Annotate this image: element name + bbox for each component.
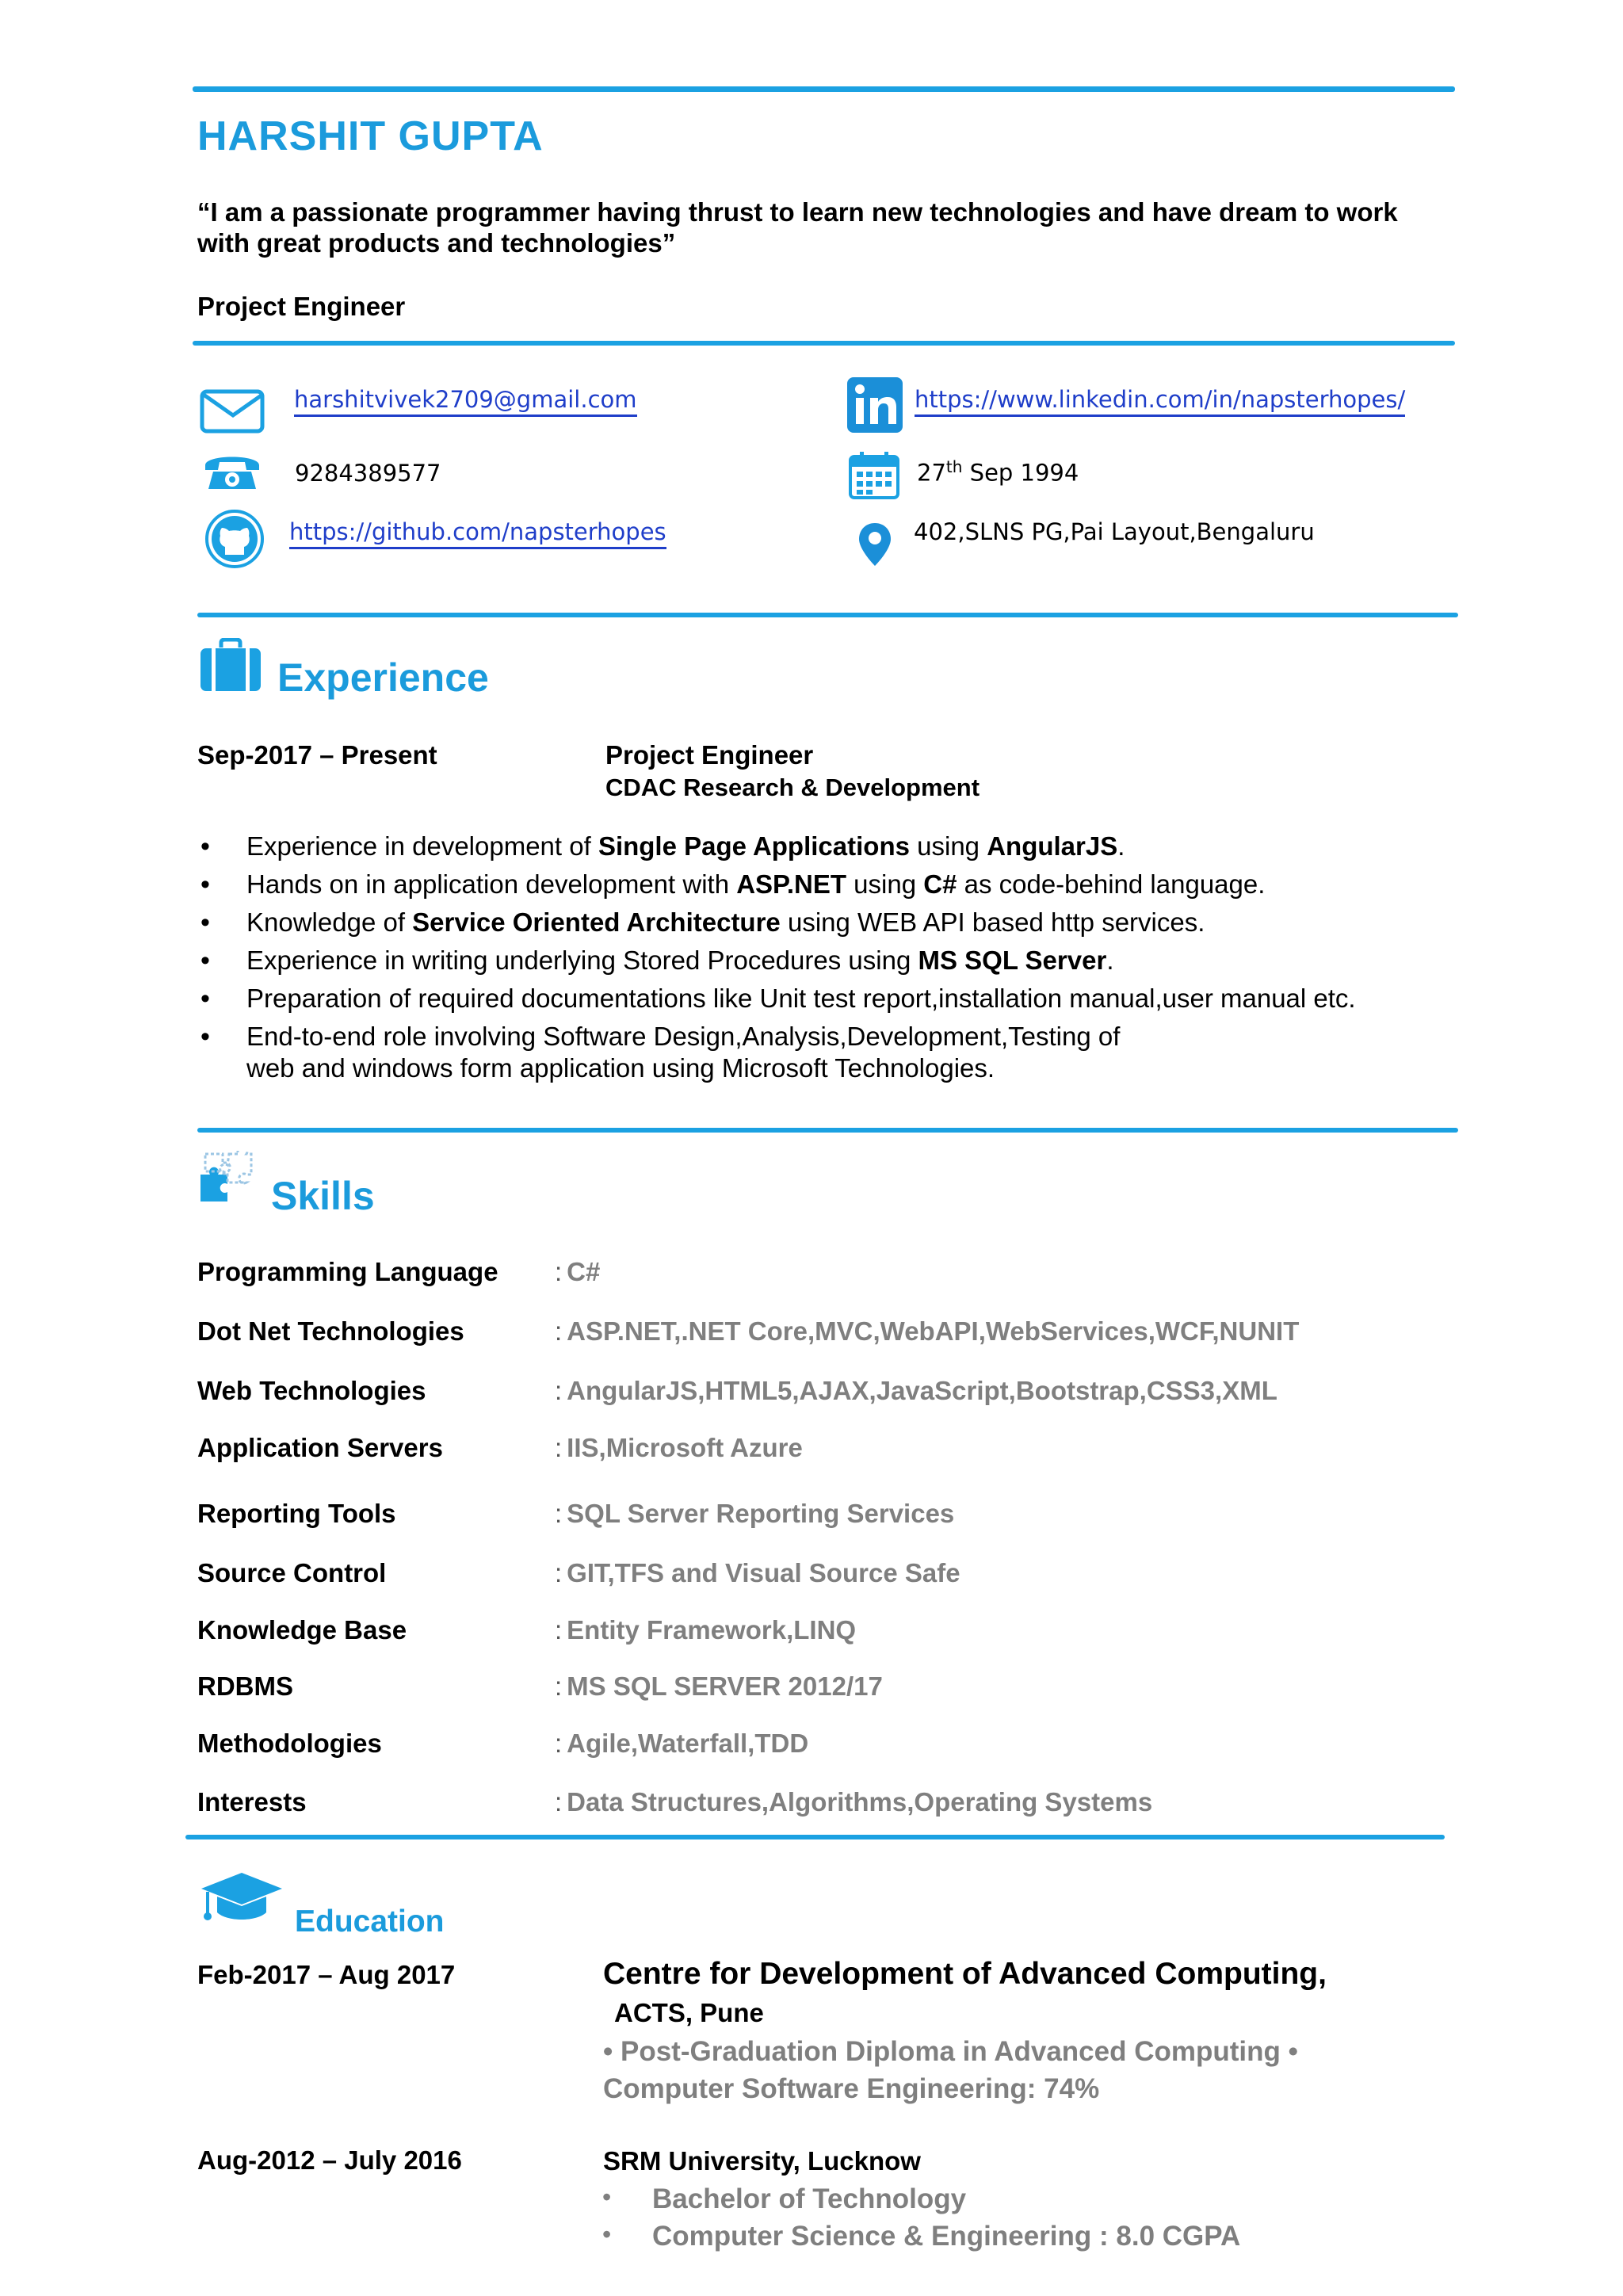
skill-value-text: GIT,TFS and Visual Source Safe [567, 1558, 960, 1587]
experience-heading: Experience [277, 655, 489, 700]
bullet-keyword: MS SQL Server [918, 946, 1107, 975]
skill-label: RDBMS [197, 1671, 293, 1701]
skill-value: : ASP.NET,.NET Core,MVC,WebAPI,WebServices,WCF,NUNIT [555, 1316, 1300, 1346]
briefcase-icon [199, 638, 262, 697]
skill-value: : SQL Server Reporting Services [555, 1499, 955, 1528]
skill-value: : Entity Framework,LINQ [555, 1615, 857, 1645]
skill-value-text: SQL Server Reporting Services [567, 1499, 955, 1528]
skill-label: Dot Net Technologies [197, 1316, 464, 1346]
skill-value: : AngularJS,HTML5,AJAX,JavaScript,Bootstrap,CSS3,XML [555, 1376, 1277, 1405]
dob-suffix: th [945, 457, 963, 476]
education-heading: Education [295, 1904, 445, 1939]
dob-rest: Sep 1994 [962, 459, 1079, 487]
skill-label: Web Technologies [197, 1376, 426, 1405]
skill-value-text: MS SQL SERVER 2012/17 [567, 1671, 883, 1701]
bullet-text: Knowledge of [246, 907, 413, 937]
skill-value-text: C# [567, 1257, 601, 1286]
bullet-text: . [1117, 831, 1125, 861]
candidate-name: HARSHIT GUPTA [197, 113, 544, 159]
puzzle-icon [197, 1151, 254, 1213]
bullet-text: web and windows form application using Microsoft Technologies. [246, 1053, 995, 1083]
skill-value-text: ASP.NET,.NET Core,MVC,WebAPI,WebServices,WCF,NUNIT [567, 1316, 1300, 1346]
skill-value-text: Agile,Waterfall,TDD [567, 1729, 809, 1758]
header-divider [193, 341, 1455, 346]
mail-icon [199, 387, 267, 440]
experience-bullet [197, 907, 1465, 938]
education-2-bullet-1: • [602, 2183, 612, 2211]
location-pin-icon [857, 521, 892, 571]
experience-bullet [197, 831, 1465, 862]
education-1-field: Computer Software Engineering: 74% [603, 2073, 1100, 2104]
education-2-date: Aug-2012 – July 2016 [197, 2145, 462, 2175]
experience-bullet [197, 983, 1465, 1014]
skill-value: : C# [555, 1257, 601, 1286]
bullet-keyword: C# [923, 869, 957, 899]
education-1-institute: Centre for Development of Advanced Computing, [603, 1957, 1327, 1991]
bullet-text: using WEB API based http services. [780, 907, 1205, 937]
education-1-place: ACTS, Pune [614, 1998, 764, 2027]
github-text[interactable]: https://github.com/napsterhopes [289, 518, 666, 549]
skill-label: Interests [197, 1787, 307, 1817]
linkedin-link[interactable] [915, 386, 1405, 413]
bullet-text: using [846, 869, 924, 899]
education-2-bullet-2: • [602, 2220, 612, 2248]
skill-label: Reporting Tools [197, 1499, 396, 1528]
bullet-text: . [1106, 946, 1114, 975]
github-icon[interactable] [204, 509, 265, 573]
skill-value-text: Data Structures,Algorithms,Operating Systems [567, 1787, 1153, 1817]
email-link[interactable] [294, 386, 637, 413]
calendar-icon [849, 450, 899, 503]
bullet-text: Hands on in application development with [246, 869, 737, 899]
experience-bullet [197, 869, 1465, 900]
phone-number: 9284389577 [295, 460, 441, 487]
skills-heading: Skills [271, 1174, 375, 1218]
address: 402,SLNS PG,Pai Layout,Bengaluru [914, 518, 1315, 545]
skill-label: Source Control [197, 1558, 387, 1587]
skill-label: Programming Language [197, 1257, 498, 1286]
skill-label: Methodologies [197, 1729, 382, 1758]
experience-bullet [197, 1021, 1465, 1084]
education-2-degree: Bachelor of Technology [652, 2183, 967, 2214]
education-1-degree: • Post-Graduation Diploma in Advanced Computing • [603, 2036, 1298, 2067]
linkedin-icon[interactable] [847, 377, 903, 437]
experience-company: CDAC Research & Development [605, 774, 980, 801]
bullet-text: as code-behind language. [957, 869, 1266, 899]
experience-bullet [197, 945, 1465, 976]
bullet-text: using [909, 831, 987, 861]
skill-value: : Data Structures,Algorithms,Operating Systems [555, 1787, 1153, 1817]
github-link[interactable] [289, 518, 666, 545]
skill-value: : MS SQL SERVER 2012/17 [555, 1671, 883, 1701]
experience-divider [197, 1128, 1458, 1133]
bullet-text: Preparation of required documentations like Unit test report,installation manual,user manual etc. [246, 984, 1356, 1013]
skill-value: : GIT,TFS and Visual Source Safe [555, 1558, 960, 1587]
education-2-institute: SRM University, Lucknow [603, 2146, 921, 2176]
experience-bullet-list [197, 831, 1465, 1091]
education-2-field: Computer Science & Engineering : 8.0 CGPA [652, 2221, 1241, 2252]
bullet-keyword: AngularJS [987, 831, 1118, 861]
skill-value-text: Entity Framework,LINQ [567, 1615, 857, 1645]
experience-position: Project Engineer [605, 740, 814, 770]
skill-value: : IIS,Microsoft Azure [555, 1433, 803, 1462]
bullet-text: End-to-end role involving Software Design,Analysis,Development,Testing of [246, 1022, 1121, 1051]
linkedin-text[interactable]: https://www.linkedin.com/in/napsterhopes/ [915, 386, 1405, 417]
graduation-cap-icon [200, 1871, 284, 1931]
current-role: Project Engineer [197, 292, 406, 321]
objective-quote: “I am a passionate programmer having thrust to learn new technologies and have dream to work with great products and technologies” [197, 197, 1398, 258]
bullet-keyword: ASP.NET [736, 869, 846, 899]
education-1-date: Feb-2017 – Aug 2017 [197, 1960, 456, 1989]
skill-value-text: IIS,Microsoft Azure [567, 1433, 803, 1462]
skills-divider [185, 1835, 1445, 1839]
experience-date: Sep-2017 – Present [197, 740, 437, 770]
bullet-keyword: Single Page Applications [598, 831, 910, 861]
phone-icon [202, 448, 262, 496]
skill-label: Application Servers [197, 1433, 443, 1462]
bullet-text: Experience in development of [246, 831, 598, 861]
top-divider [193, 86, 1455, 92]
contact-divider [197, 613, 1458, 617]
email-text[interactable]: harshitvivek2709@gmail.com [294, 386, 637, 417]
bullet-text: Experience in writing underlying Stored Procedures using [246, 946, 918, 975]
skill-label: Knowledge Base [197, 1615, 407, 1645]
skill-value-text: AngularJS,HTML5,AJAX,JavaScript,Bootstrap,CSS3,XML [567, 1376, 1277, 1405]
dob-day: 27 [917, 459, 946, 487]
bullet-keyword: Service Oriented Architecture [412, 907, 781, 937]
skill-value: : Agile,Waterfall,TDD [555, 1729, 809, 1758]
date-of-birth [917, 457, 1079, 487]
